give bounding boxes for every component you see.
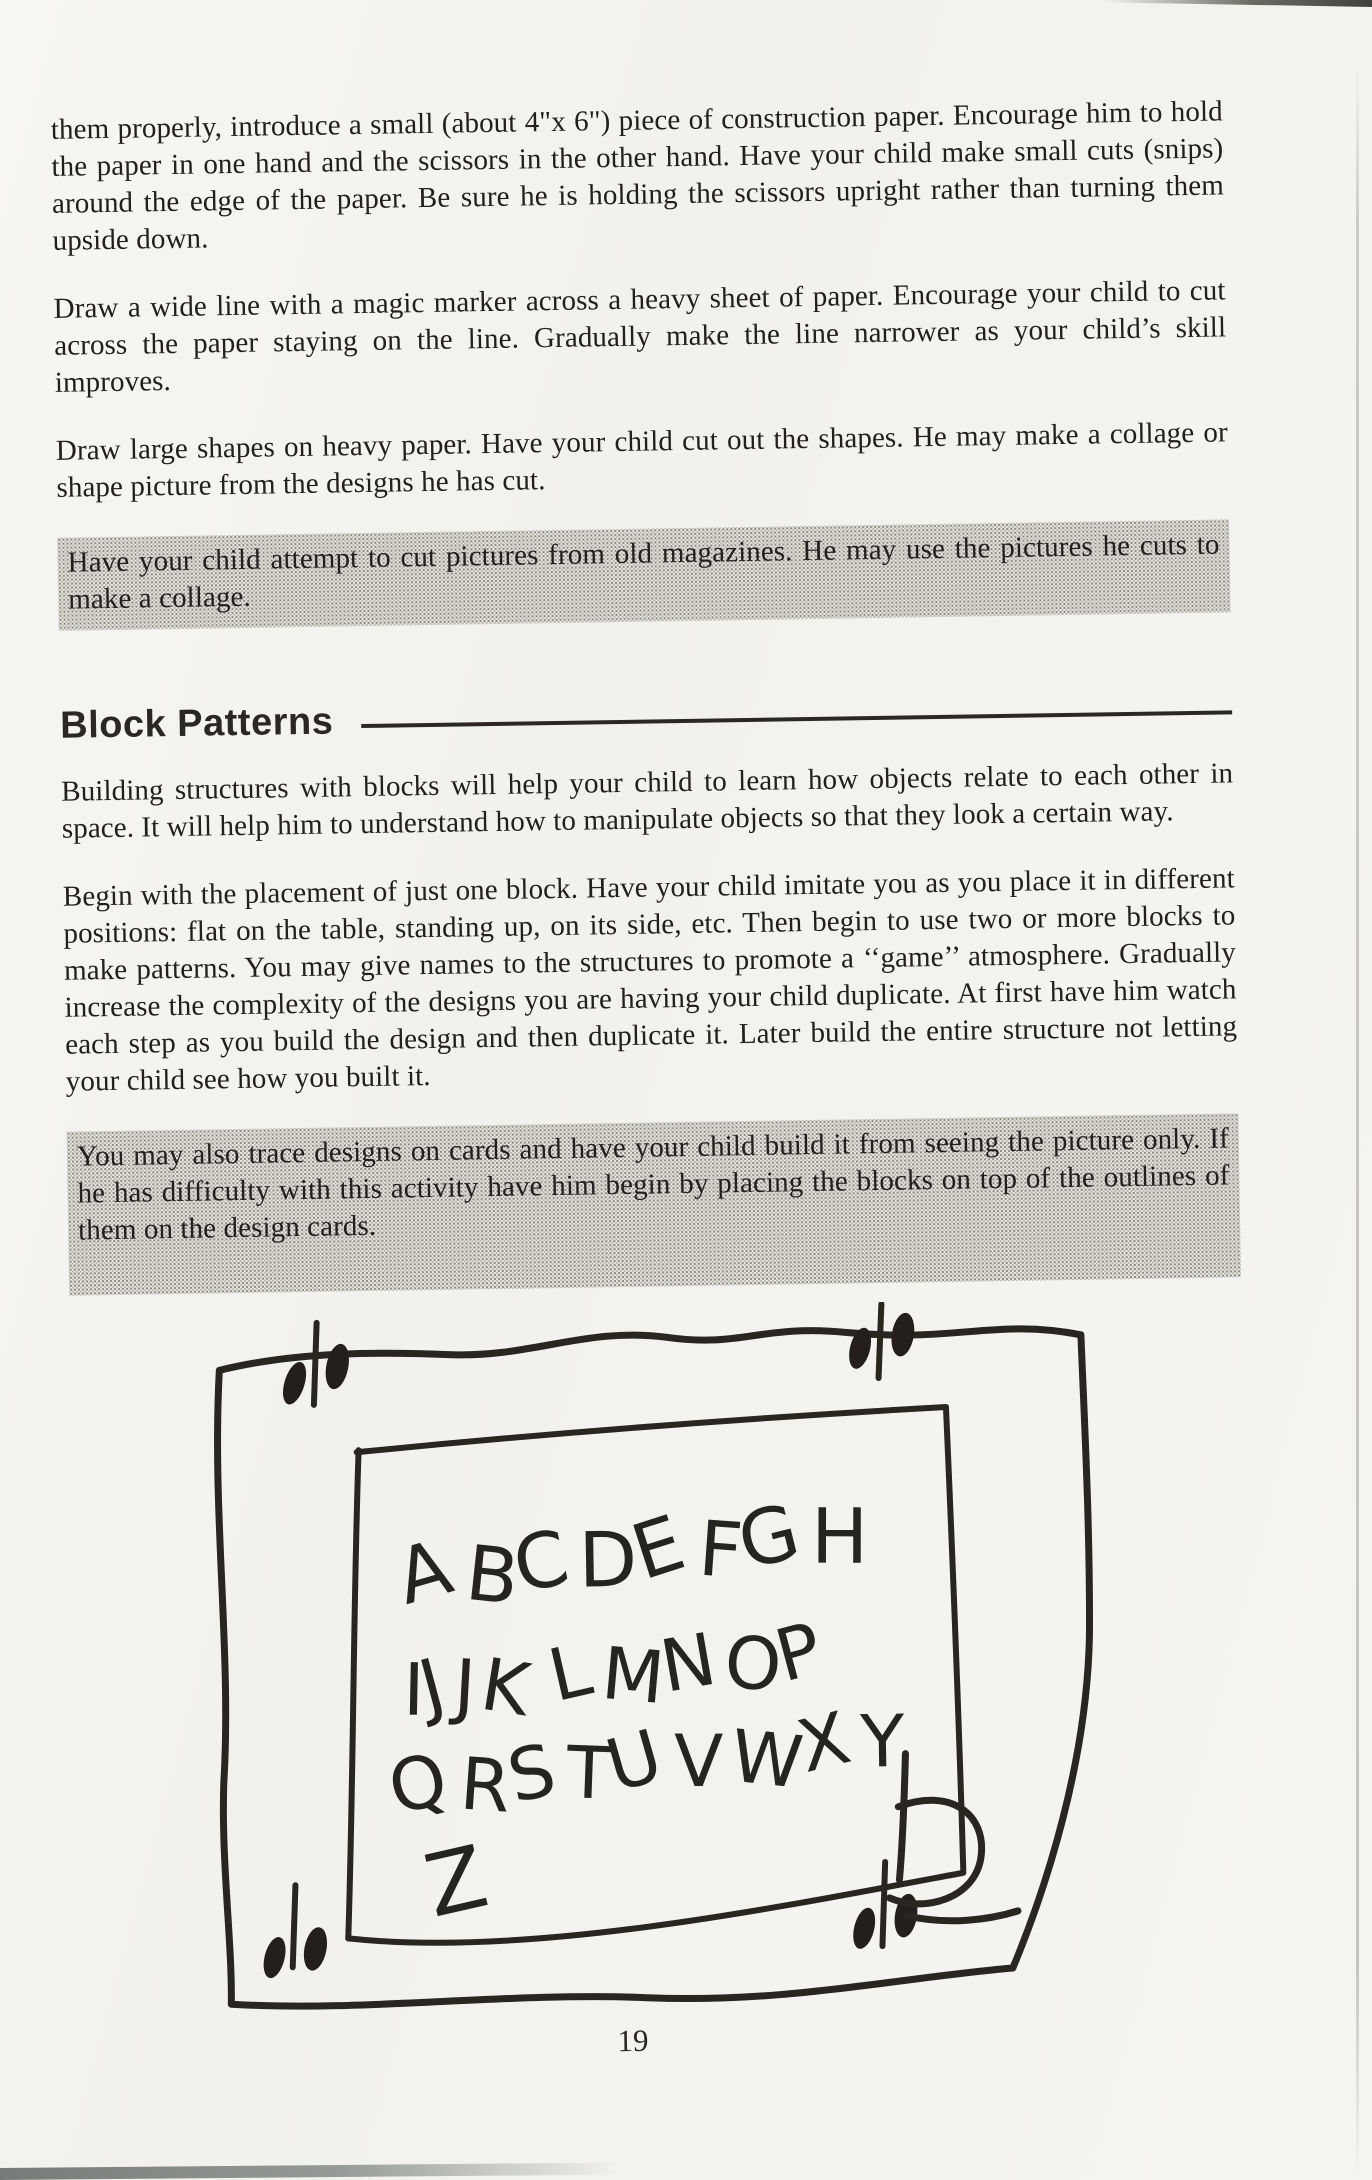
- paragraph-blocks-activity: Begin with the placement of just one block. Have your child imitate you as you place it in different positions: flat on the table, standing up, on its side, etc. Then begin to use two or more blocks to make patterns. You may give names to the structures to promote a ‘‘game’’ atmosphere. Gradually increase the complexity of the designs you are having your child duplicate. At first have him watch each step as you build the design and then duplicate it. Later build the entire structure not letting your child see how you built it.: [62, 862, 1238, 1098]
- section-heading: Block Patterns: [59, 700, 334, 747]
- corner-nail: [889, 1311, 918, 1358]
- corner-nail: [279, 1359, 311, 1407]
- paragraph-line-cutting: Draw a wide line with a magic marker across a heavy sheet of paper. Encourage your child to cut across the paper staying on the line. Gradually make the line narrower as your child’s skill improves.: [53, 274, 1227, 399]
- highlighted-activity-magazine-cutting: Have your child attempt to cut pictures from old magazines. He may use the pictures he cuts to make a collage.: [57, 519, 1230, 630]
- alphabet-row-3: QRSTUVWXY: [380, 1694, 912, 1832]
- corner-nail: [300, 1925, 330, 1972]
- corner-nail: [849, 1906, 879, 1952]
- corner-peg-stroke-top-left: [313, 1323, 318, 1405]
- alphabet-board-drawing: [196, 1299, 1107, 2023]
- paragraph-blocks-intro: Building structures with blocks will help your child to learn how objects relate to each other in space. It will help him to understand how to manipulate objects so that they look a certain way.: [60, 757, 1234, 845]
- text-column: [51, 93, 1241, 1295]
- corner-nail: [260, 1935, 290, 1981]
- heading-rule: [361, 710, 1232, 728]
- corner-nail: [322, 1342, 352, 1391]
- alphabet-row-2: IJJK LMNOP: [402, 1604, 835, 1733]
- corner-peg-stroke-bottom-right: [881, 1862, 886, 1946]
- alphabet-board-svg: [196, 1299, 1107, 2023]
- alphabet-row-1: ABCDEFGH: [386, 1484, 875, 1623]
- continuation-paragraph-scissor-cutting: them properly, introduce a small (about 4"x 6") piece of construction paper. Encourage him to hold the paper in one hand and the scissors in the other hand. Have your child make small cuts (snips) around the edge of the paper. Be sure he is holding the scissors upright rather than turning them upside down.: [50, 95, 1225, 257]
- board-inner-top-edge: [356, 1407, 946, 1452]
- highlighted-activity-design-cards: You may also trace designs on cards and have your child build it from seeing the picture only. If he has difficulty with this activity have him begin by placing the blocks on top of the outlines of them on the design cards.: [67, 1113, 1241, 1295]
- section-heading-row: [60, 686, 1233, 747]
- board-inner-left-edge: [341, 1450, 367, 1938]
- scan-artifact-page-edge: [1356, 60, 1359, 2180]
- alphabet-row-4: Z: [416, 1826, 497, 1938]
- flourish-stroke-base: [906, 1911, 1018, 1922]
- paragraph-shape-cutting: Draw large shapes on heavy paper. Have your child cut out the shapes. He may make a collage or shape picture from the designs he has cut.: [55, 416, 1228, 504]
- corner-peg-stroke-bottom-left: [291, 1885, 296, 1967]
- corner-peg-stroke-top-right: [877, 1304, 882, 1378]
- page-number: 19: [617, 2022, 649, 2059]
